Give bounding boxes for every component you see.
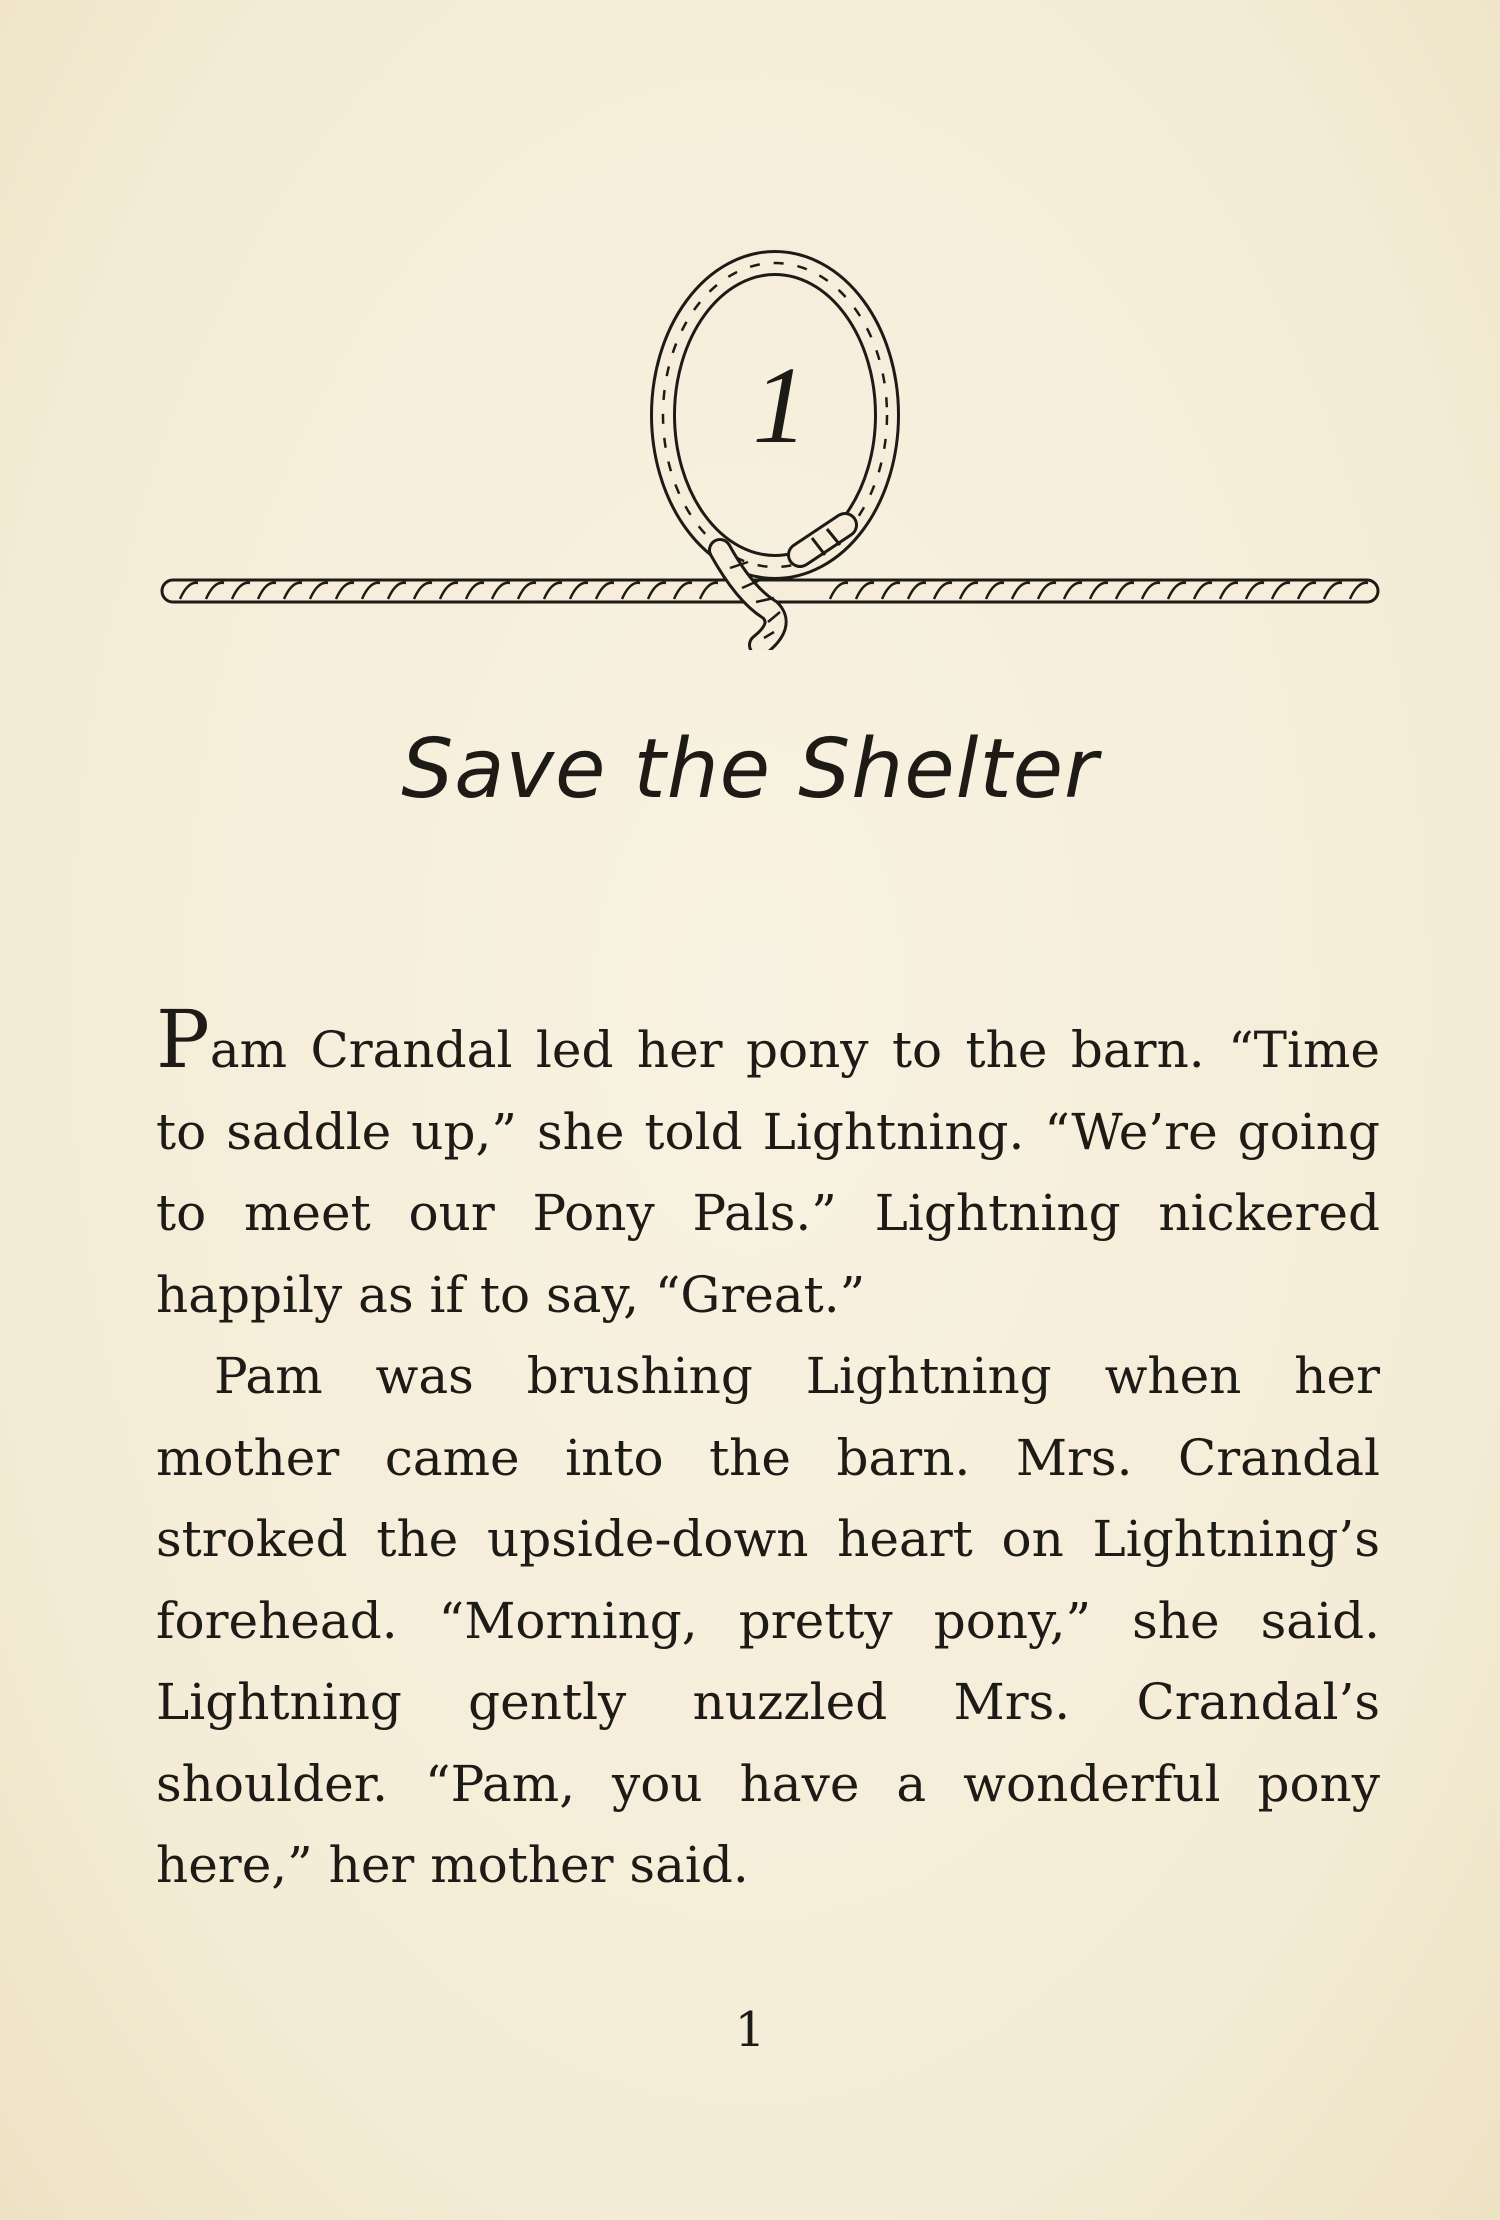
chapter-title: Save the Shelter xyxy=(401,722,1099,817)
paragraph-text: Pam was brushing Lightning when her mother came into the barn. Mrs. Crandal stroked the upside-down heart on Lightning’s forehead. “Morning, pretty pony,” she said. Lightning gently nuzzled Mrs. Crandal’s shoulder. “Pam, you have a wonderful pony here,” her mother said. xyxy=(156,1347,1380,1894)
page-number: 1 xyxy=(734,2002,766,2058)
chapter-number: 1 xyxy=(752,344,808,466)
chapter-body xyxy=(156,993,1380,1907)
drop-cap: P xyxy=(156,993,210,1086)
paragraph xyxy=(156,1336,1380,1907)
paragraph xyxy=(156,993,1380,1336)
paragraph-text: am Crandal led her pony to the barn. “Time to saddle up,” she told Lightning. “We’re going to meet our Pony Pals.” Lightning nickered happily as if to say, “Great.” xyxy=(156,1021,1380,1324)
